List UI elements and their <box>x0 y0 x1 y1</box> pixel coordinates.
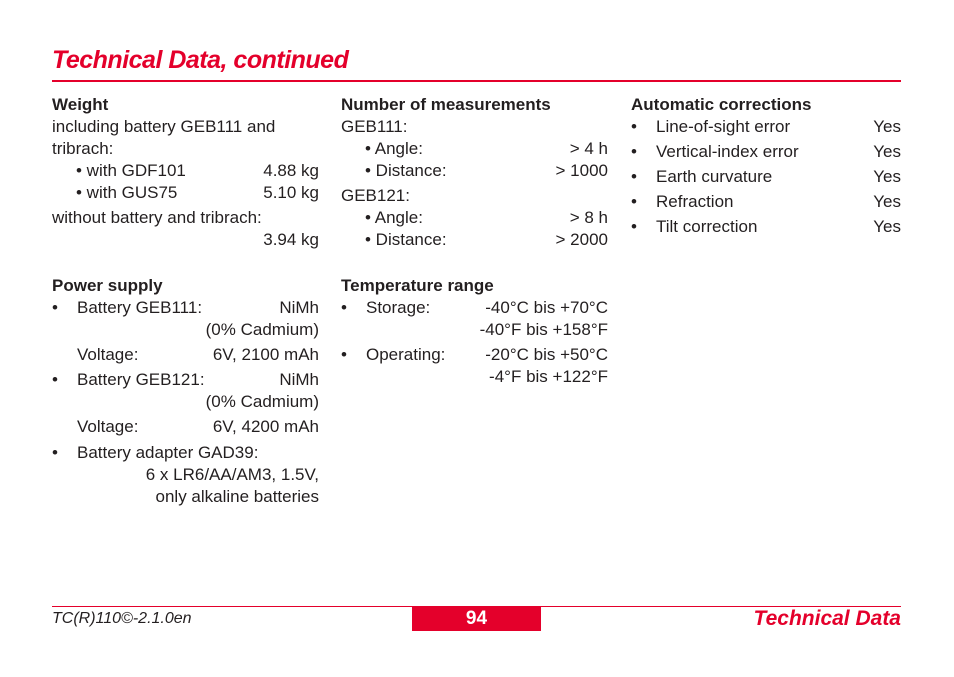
measurement-row <box>341 229 608 251</box>
correction-item <box>631 141 901 166</box>
weight-without-label: without battery and tribrach: <box>52 208 262 227</box>
weight-row <box>52 182 319 204</box>
power-b1-voltage-label: Voltage: <box>77 345 139 364</box>
weight-label: • with GDF101 <box>76 161 186 180</box>
weight-heading: Weight <box>52 95 109 114</box>
bullet-icon: • <box>631 167 637 186</box>
title-rule <box>52 80 901 82</box>
correction-value: Yes <box>873 217 901 236</box>
power-b2-voltage-label: Voltage: <box>77 417 139 436</box>
weight-value: 5.10 kg <box>263 183 319 202</box>
power-b1-voltage-value: 6V, 2100 mAh <box>212 345 319 364</box>
measurements-geb121: GEB121: <box>341 186 410 205</box>
weight-row <box>52 160 319 182</box>
section-title: Technical Data <box>753 607 901 630</box>
measurement-row <box>341 138 608 160</box>
correction-label: Line-of-sight error <box>656 117 791 136</box>
power-battery-2 <box>52 369 319 391</box>
measurements-heading: Number of measurements <box>341 95 551 114</box>
power-b3-line2: 6 x LR6/AA/AM3, 1.5V, <box>145 465 319 484</box>
measurement-value: > 1000 <box>555 161 608 180</box>
measurement-value: > 8 h <box>569 208 608 227</box>
power-b3-line3: only alkaline batteries <box>155 487 319 506</box>
power-b2-label: Battery GEB121: <box>77 370 205 389</box>
bullet-icon: • <box>52 298 58 317</box>
weight-without-value: 3.94 kg <box>263 230 319 249</box>
measurement-row <box>341 160 608 182</box>
correction-item <box>631 191 901 216</box>
correction-label: Earth curvature <box>656 167 773 186</box>
document-id: TC(R)110©-2.1.0en <box>52 610 192 627</box>
bullet-icon: • <box>631 142 637 161</box>
correction-item <box>631 166 901 191</box>
measurements-geb111: GEB111: <box>341 117 408 136</box>
power-b3-label: Battery adapter GAD39: <box>77 443 259 462</box>
power-b2-voltage <box>52 416 319 438</box>
page-title: Technical Data, continued <box>52 46 349 74</box>
temperature-storage-f: -40°F bis +158°F <box>479 320 608 339</box>
measurement-value: > 4 h <box>569 139 608 158</box>
power-b1-label: Battery GEB111: <box>77 298 203 317</box>
correction-item <box>631 116 901 141</box>
bullet-icon: • <box>341 345 347 364</box>
weight-value: 4.88 kg <box>263 161 319 180</box>
weight-incl-line2: tribrach: <box>52 139 114 158</box>
column-right <box>631 94 901 241</box>
power-heading: Power supply <box>52 276 163 295</box>
page-number: 94 <box>412 607 541 631</box>
weight-incl-line1: including battery GEB111 and <box>52 117 276 136</box>
power-b2-voltage-value: 6V, 4200 mAh <box>212 417 319 436</box>
weight-label: • with GUS75 <box>76 183 178 202</box>
temperature-heading: Temperature range <box>341 276 494 295</box>
temperature-operating-c: -20°C bis +50°C <box>485 345 608 364</box>
correction-value: Yes <box>873 117 901 136</box>
power-b1-note: (0% Cadmium) <box>205 320 319 339</box>
bullet-icon: • <box>631 217 637 236</box>
corrections-heading: Automatic corrections <box>631 95 812 114</box>
bullet-icon: • <box>631 192 637 211</box>
measurement-label: • Angle: <box>365 208 423 227</box>
bullet-icon: • <box>341 298 347 317</box>
temperature-storage-c: -40°C bis +70°C <box>485 298 608 317</box>
power-adapter <box>52 442 319 464</box>
correction-label: Vertical-index error <box>656 142 799 161</box>
temperature-storage <box>341 297 608 319</box>
measurement-label: • Distance: <box>365 161 447 180</box>
power-b2-note: (0% Cadmium) <box>205 392 319 411</box>
power-b1-value: NiMh <box>279 298 319 317</box>
measurement-label: • Distance: <box>365 230 447 249</box>
column-left <box>52 94 319 508</box>
bullet-icon: • <box>52 370 58 389</box>
bullet-icon: • <box>631 117 637 136</box>
correction-item <box>631 216 901 241</box>
column-middle <box>341 94 608 388</box>
correction-value: Yes <box>873 167 901 186</box>
temperature-operating-f: -4°F bis +122°F <box>489 367 608 386</box>
temperature-operating <box>341 344 608 366</box>
correction-label: Tilt correction <box>656 217 758 236</box>
power-b1-voltage <box>52 344 319 366</box>
bullet-icon: • <box>52 443 58 462</box>
correction-label: Refraction <box>656 192 734 211</box>
correction-value: Yes <box>873 142 901 161</box>
measurement-row <box>341 207 608 229</box>
temperature-storage-label: Storage: <box>366 298 431 317</box>
measurement-label: • Angle: <box>365 139 423 158</box>
correction-value: Yes <box>873 192 901 211</box>
measurement-value: > 2000 <box>555 230 608 249</box>
power-battery-1 <box>52 297 319 319</box>
temperature-operating-label: Operating: <box>366 345 446 364</box>
power-b2-value: NiMh <box>279 370 319 389</box>
